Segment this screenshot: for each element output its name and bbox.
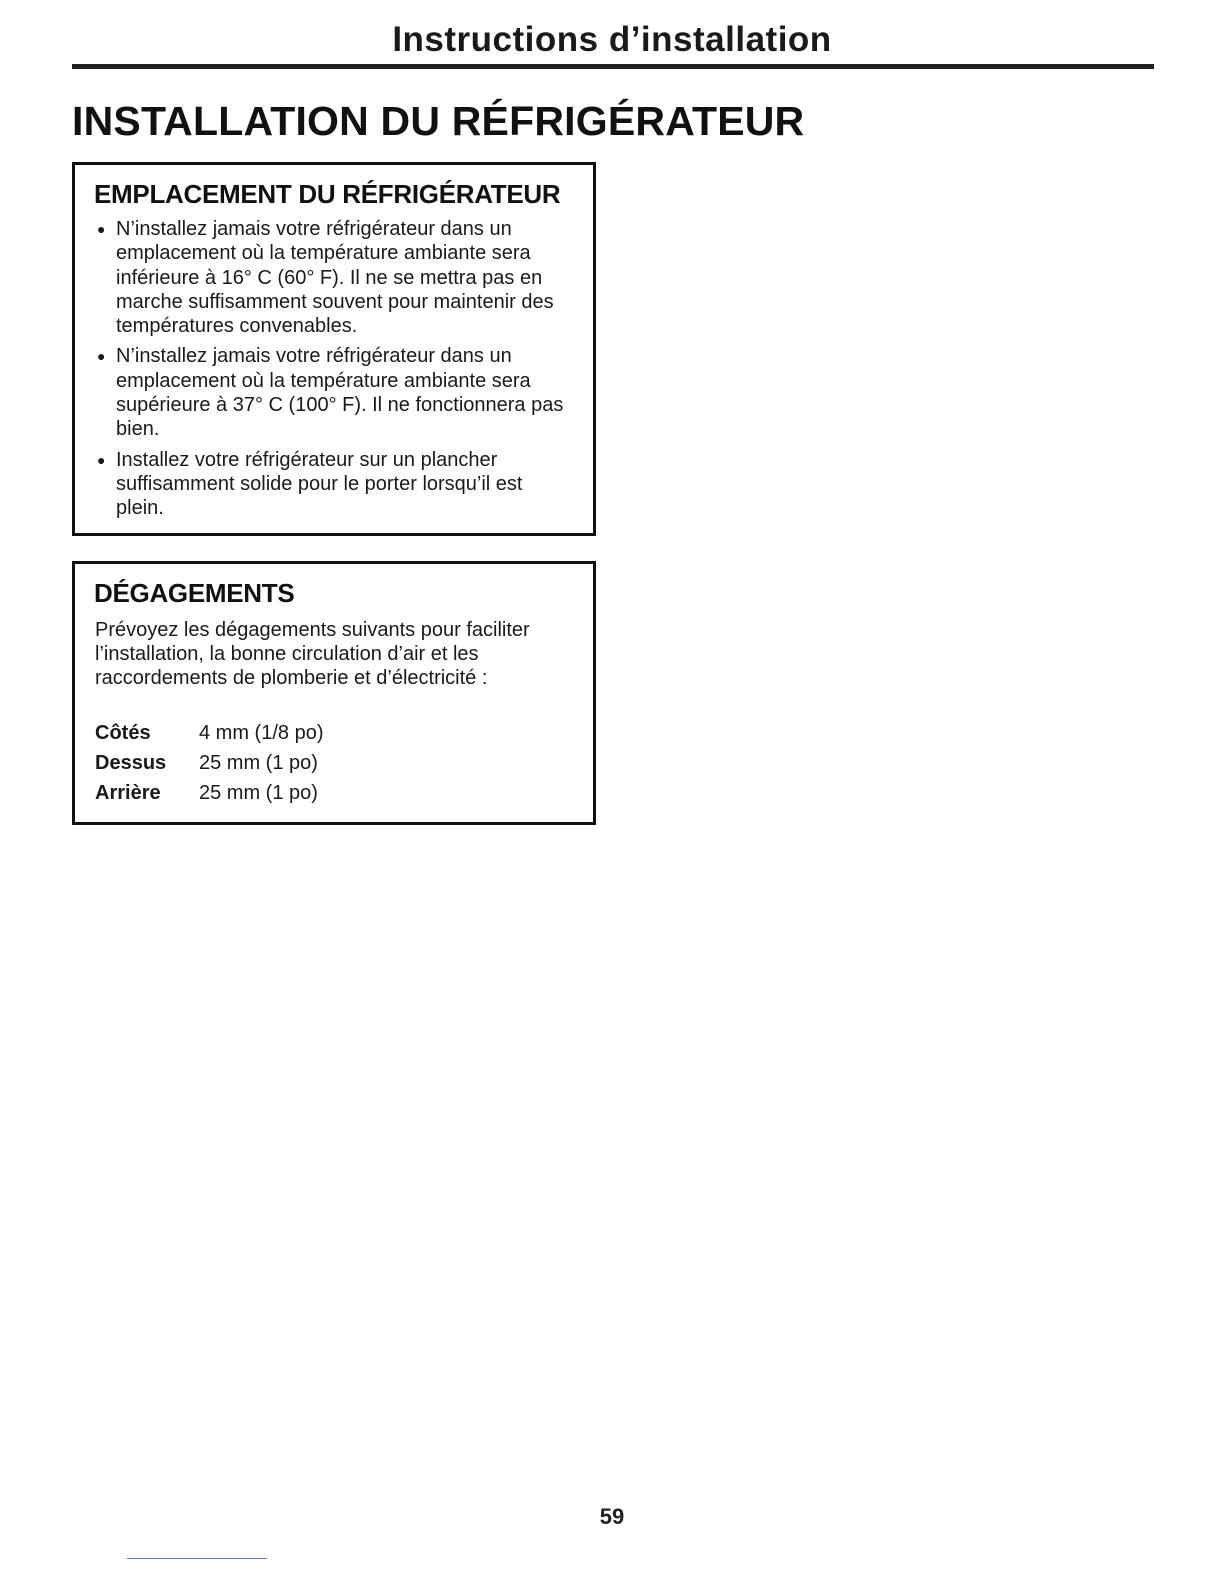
clearance-label: Dessus [95,751,167,774]
location-section-box [72,162,596,536]
page-header-title: Instructions d’installation [392,20,832,59]
table-row [95,778,323,808]
clearances-intro-text: Prévoyez les dégagements suivants pour faciliter l’installation, la bonne circulation d’air et les raccordements de plomberie et d’électricité : [95,619,530,689]
footer-rule [127,1558,267,1559]
clearance-value: 4 mm (1/8 po) [199,721,324,744]
bullet-text: N’installez jamais votre réfrigérateur dans un emplacement où la température ambiante sera supérieure à 37° C (100° F). Il ne fonctionnera pas bien. [116,345,564,441]
clearance-value: 25 mm (1 po) [199,751,318,774]
list-item [95,217,575,338]
clearance-label: Arrière [95,781,161,804]
location-bullet-list [95,217,575,527]
bullet-text: Installez votre réfrigérateur sur un plancher suffisamment solide pour le porter lorsqu’il est plein. [116,448,523,520]
table-row [95,718,323,748]
bullet-icon: ● [97,348,106,365]
table-row [95,748,323,778]
page-header-rule [72,64,1154,69]
list-item [95,448,575,521]
clearances-section-box [72,561,596,825]
location-section-heading: EMPLACEMENT DU RÉFRIGÉRATEUR [94,179,561,209]
list-item [95,344,575,441]
bullet-icon: ● [97,451,106,468]
clearances-section-heading: DÉGAGEMENTS [94,578,295,608]
page-number: 59 [599,1504,625,1529]
clearance-label: Côtés [95,721,151,744]
clearances-table [95,718,323,808]
clearance-value: 25 mm (1 po) [199,781,318,804]
page-title: INSTALLATION DU RÉFRIGÉRATEUR [72,98,805,144]
bullet-icon: ● [97,221,106,237]
bullet-text: N’installez jamais votre réfrigérateur dans un emplacement où la température ambiante sera inférieure à 16° C (60° F). Il ne se mettra pas en marche suffisamment souvent pour maintenir des températures convenables. [116,218,554,338]
